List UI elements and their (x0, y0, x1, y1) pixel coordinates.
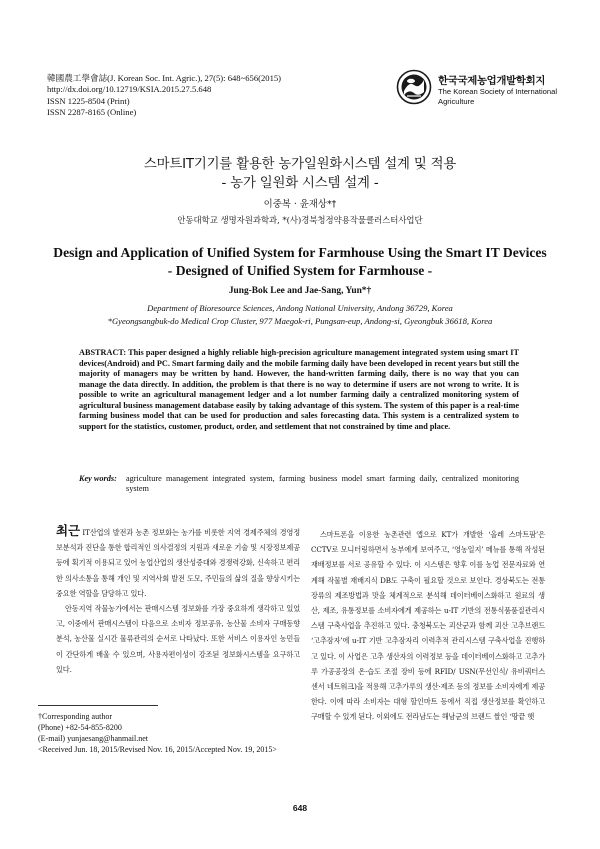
society-name-ko: 한국국제농업개발학회지 (438, 75, 546, 87)
authors-en: Jung-Bok Lee and Jae-Sang, Yun*† (228, 286, 372, 296)
title-ko-line1: 스마트IT기기를 활용한 농가일원화시스템 설계 및 적용 (143, 157, 457, 172)
affiliation-en-line2: *Gyeongsangbuk-do Medical Crop Cluster, 977 Maegok-ri, Pungsan-eup, Andong-si, Gyeongbuk 36618, Korea (107, 316, 493, 326)
journal-citation (47, 73, 281, 85)
affiliation-en-line1: Department of Bioresource Sciences, Andong National University, Andong 36729, Korea (147, 303, 453, 313)
body-column-left (56, 523, 300, 677)
footnote-received: <Received Jun. 18, 2015/Revised Nov. 16, 2015/Accepted Nov. 19, 2015> (38, 745, 277, 754)
journal-name-ko: 韓國農工學會誌 (47, 74, 108, 84)
body-column-right (311, 527, 545, 725)
body-paragraph: 안동지역 작물농가에서는 판매시스템 정보화를 가장 중요하게 생각하고 있었고, 이중에서 판매시스템이 다음으로 소비자 정보공유, 농산물 소비자 구매동향분석, 농산물 실시간 물류관리의 순서로 나타났다. 또한 서비스 이용자인 농민들이 간단하게 배울 수 있으며, 사용자편이성이 강조된 정보화시스템을 요구하고 있다. (56, 604, 300, 674)
affiliation-ko: 안동대학교 생명자원과학과, *(사)경북청정약용작물클러스터사업단 (177, 215, 423, 225)
authors-ko: 이중복 · 윤재상*† (263, 199, 337, 210)
issn-print: ISSN 1225-8504 (Print) (47, 96, 130, 106)
keywords-text: agriculture management integrated system, farming business model smart farming daily, centralized monitoring system (126, 474, 519, 494)
body-paragraph-text: IT산업의 발전과 농촌 정보화는 농가를 비롯한 지역 경제주체의 경영정보분석과 진단을 통한 합리적인 의사결정의 지원과 새로운 기술 및 시장정보제공 등에 획기적 이용되고 있어 농업산업의 생산성증대와 경쟁력강화, 신속하고 편리한 의사소통을 통해 개인 및 지역사회 발전 도모, 주민들의 삶의 질을 향상시키는 중요한 역할을 담당하고 있다. (56, 528, 300, 598)
society-seal-icon (396, 69, 432, 105)
footnote-corresponding: †Corresponding author (38, 712, 112, 721)
doi-link[interactable]: http://dx.doi.org/10.12719/KSIA.2015.27.5.648 (47, 84, 212, 94)
body-paragraph (56, 523, 300, 601)
abstract: ABSTRACT: This paper designed a highly reliable high-precision agriculture management integrated system using smart IT devices(Android) and PC. Smart farming daily and the mobile farming daily have been developed in recent years but still the majority of managers may be written by hand. However, the hand-written farming daily, there is no way that you can manage the data directly. In addition, the problem is that there is no way to determine if users are not wrong to write. It is possible to write an agricultural management ledger and a lot number farming daily a centralized monitoring system of agricultural business management database easily by taking advantage of this system. The system of this paper is a real-time farming business model that can be used for production and sales forecasting data. This system is a centralized system to support for the statistics, customer, product, order, and settlement that not constrained by time and place. (79, 348, 519, 431)
footnote-email[interactable]: (E-mail) yunjaesang@hanmail.net (38, 734, 148, 743)
society-logo (396, 69, 596, 125)
title-en-line1: Design and Application of Unified System for Farmhouse Using the Smart IT Devices (53, 245, 547, 260)
society-name-en-line1: The Korean Society of International (438, 87, 558, 96)
society-name-en-line2: Agriculture (438, 97, 475, 106)
issn-online: ISSN 2287-8165 (Online) (47, 107, 137, 117)
keywords-label: Key words: (79, 474, 117, 483)
footnote-phone: (Phone) +82-54-855-8200 (38, 723, 122, 732)
title-en-line2: - Designed of Unified System for Farmhouse - (167, 263, 433, 278)
lead-word: 최근 (56, 523, 80, 538)
title-ko-line2: - 농가 일원화 시스템 설계 - (221, 176, 379, 191)
footnote-rule (38, 705, 158, 706)
journal-volume: (J. Korean Soc. Int. Agric.), 27(5): 648~656(2015) (107, 73, 282, 83)
page-number: 648 (292, 803, 308, 813)
body-paragraph: 스마트폰을 이용한 농촌관련 앱으로 KT가 개발한 ‘올레 스마트팜’은 CCTV로 모니터링하면서 농부에게 보여주고, ‘영농일지’ 메뉴를 통해 작성된 재배정보를 서로 공유할 수 있다. 이 시스템은 향후 이를 농업 전문자료와 연계해 작물별 재배지식 DB도 구축이 필요할 것으로 보인다. 경상북도는 전통 장류의 제조방법과 맛을 체계적으로 분석해 데이터베이스화하고 원료의 생산, 제조, 유통정보를 소비자에게 제공하는 u-IT 기반의 전통식품품질관리시스템 구축사업을 추진하고 있다. 충청북도는 괴산군과 함께 괴산 고추브랜드 ‘고추잠자’에 u-IT 기반 고추잠자리 이력추적 관리시스템 구축사업을 진행하고 있다. 이 사업은 고추 생산자의 이력정보 등을 데이터베이스화하고 고추가루 가공공장의 온·습도 조절 장비 등에 RFID/ USN(무선인식/ 유비쿼터스 센서 네트워크)을 적용해 고추가루의 생산·제조 등의 정보를 소비자에게 제공한다. 이에 따라 소비자는 대형 할인마트 등에서 직접 생산정보를 확인하고 구매할 수 있게 된다. 이외에도 전라남도는 해남군의 브랜드 쌀인 ‘땅끝 햇 (311, 530, 545, 722)
